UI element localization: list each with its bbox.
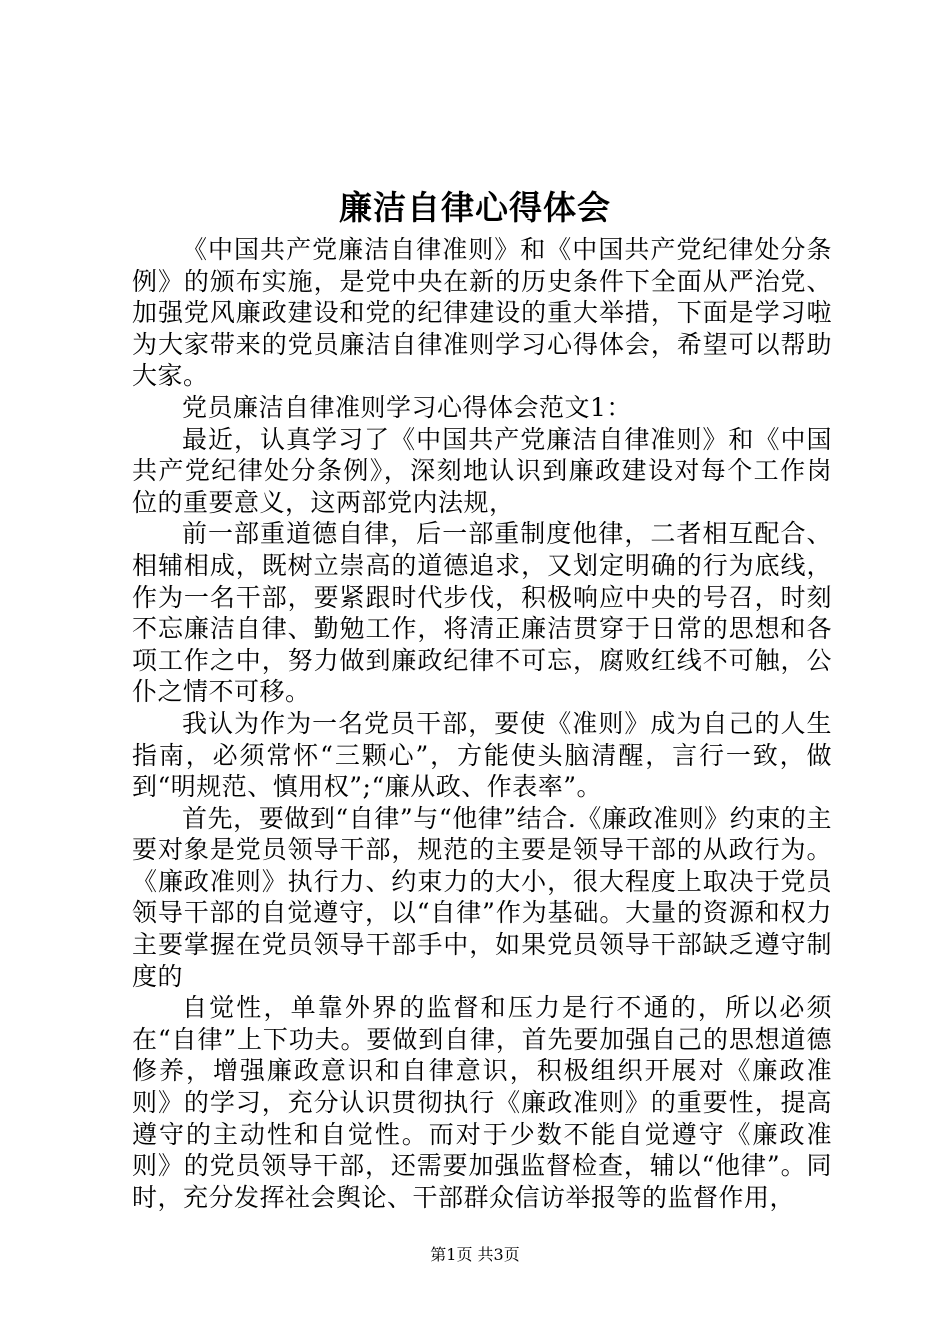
- intro-paragraph: 《中国共产党廉洁自律准则》和《中国共产党纪律处分条例》的颁布实施，是党中央在新的历史条件下全面从严治党、加强党风廉政建设和党的纪律建设的重大举措，下面是学习啦为大家带来的党员廉洁自律准则学习心得体会，希望可以帮助大家。: [132, 235, 832, 391]
- body-paragraph: 前一部重道德自律，后一部重制度他律，二者相互配合、相辅相成，既树立崇高的道德追求，又划定明确的行为底线，作为一名干部，要紧跟时代步伐，积极响应中央的号召，时刻不忘廉洁自律、勤勉工作，将清正廉洁贯穿于日常的思想和各项工作之中，努力做到廉政纪律不可忘，腐败红线不可触，公仆之情不可移。: [132, 519, 832, 707]
- body-paragraph: 自觉性，单靠外界的监督和压力是行不通的，所以必须在“自律”上下功夫。要做到自律，首先要加强自己的思想道德修养，增强廉政意识和自律意识，积极组织开展对《廉政准则》的学习，充分认识贯彻执行《廉政准则》的重要性，提高遵守的主动性和自觉性。而对于少数不能自觉遵守《廉政准则》的党员领导干部，还需要加强监督检查，辅以“他律”。同时，充分发挥社会舆论、干部群众信访举报等的监督作用，: [132, 993, 832, 1212]
- body-paragraph: 我认为作为一名党员干部，要使《准则》成为自己的人生指南，必须常怀“三颗心”，方能使头脑清醒，言行一致，做到“明规范、慎用权”;“廉从政、作表率”。: [132, 708, 832, 802]
- section-heading: 党员廉洁自律准则学习心得体会范文1：: [182, 392, 632, 422]
- document-title: 廉洁自律心得体会: [339, 188, 611, 227]
- body-paragraph: 最近，认真学习了《中国共产党廉洁自律准则》和《中国共产党纪律处分条例》，深刻地认识到廉政建设对每个工作岗位的重要意义，这两部党内法规，: [132, 424, 832, 517]
- document-body: [132, 234, 832, 1213]
- page-number-footer: 第1页 共3页: [430, 1245, 520, 1264]
- body-paragraph: 首先，要做到“自律”与“他律”结合.《廉政准则》约束的主要对象是党员领导干部，规范的主要是领导干部的从政行为。《廉政准则》执行力、约束力的大小，很大程度上取决于党员领导干部的自觉遵守，以“自律”作为基础。大量的资源和权力主要掌握在党员领导干部手中，如果党员领导干部缺乏遵守制度的: [132, 803, 832, 991]
